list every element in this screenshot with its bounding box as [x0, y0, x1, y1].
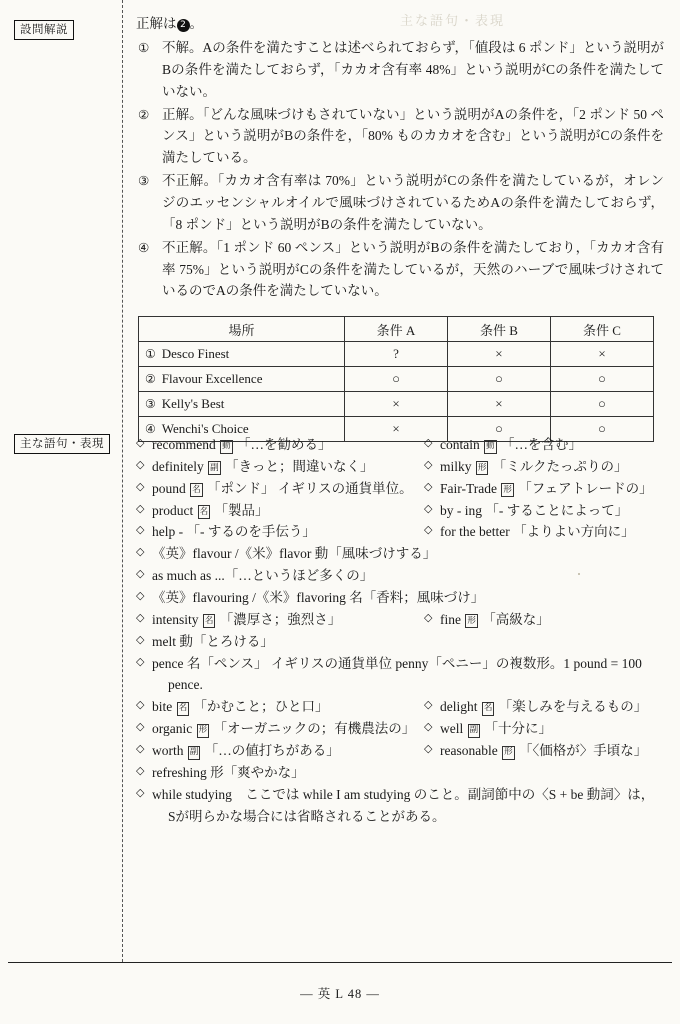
vocab-pos: 形: [502, 746, 515, 760]
list-item-text: 不解。Aの条件を満たすことは述べられておらず，「値段は 6 ポンド」という説明がBの条件を満たしておらず，「カカオ含有率 48%」という説明がCの条件を満たしていない。: [162, 39, 664, 99]
vocab-row: [136, 762, 668, 784]
table-cell-condition-a: ×: [345, 392, 448, 417]
vocab-row: [136, 500, 668, 522]
place-name: Wenchi's Choice: [161, 421, 249, 437]
vocab-row: [136, 521, 668, 543]
list-item: [136, 37, 664, 103]
vocab-entry: [424, 718, 552, 740]
vocab-row: [136, 784, 668, 828]
vocab-pos: 動: [220, 440, 233, 454]
vocab-word: Fair-Trade: [440, 480, 497, 496]
diamond-icon: ◇: [136, 436, 145, 449]
list-item: [136, 170, 664, 236]
vocab-entry: melt 動「とろける」: [152, 633, 274, 649]
diamond-icon: ◇: [136, 632, 145, 646]
vocab-word: help -: [152, 524, 184, 540]
table-cell-condition-b: ×: [447, 392, 550, 417]
vocab-entry: [424, 500, 628, 522]
vocab-word: fine: [440, 611, 461, 627]
row-number: ④: [145, 422, 156, 437]
bottom-divider: [8, 962, 672, 963]
place-name: Flavour Excellence: [161, 371, 263, 387]
table-header-place: 場所: [139, 317, 345, 342]
list-item-number: ②: [138, 106, 150, 122]
explanation-list: [136, 37, 664, 302]
vocab-row: [136, 718, 668, 740]
vocab-pos: 形: [465, 614, 478, 628]
vocab-gloss: 「…を勧める」: [237, 437, 332, 452]
vocab-gloss: 「濃厚さ；強烈さ」: [219, 611, 342, 627]
table-header-row: [139, 317, 654, 342]
vocab-entry: [424, 456, 628, 478]
vocab-entry: [152, 609, 424, 631]
vocab-entry: while studying ここでは while I am studying のこと。副詞節中の〈S + be 動詞〉は，: [152, 786, 655, 802]
diamond-icon: ◇: [424, 610, 433, 624]
vocab-entry-continuation: Sが明らかな場合には省略されることがある。: [168, 808, 446, 824]
vocab-gloss: 「かむこと；ひと口」: [193, 699, 329, 715]
diamond-icon: ◇: [136, 457, 145, 471]
vocab-entry: [152, 521, 424, 543]
vocab-entry: [424, 609, 550, 631]
list-item-text: 不正解。「1 ポンド 60 ペンス」という説明がBの条件を満たしており，「カカオ含有率 75%」という説明がCの条件を満たしているが，天然のハーブで風味づけされているのでAの条件を満たしていない。: [162, 239, 664, 299]
vocab-pos: 形: [501, 483, 514, 497]
vocab-gloss: 「…の値打ちがある」: [204, 743, 340, 759]
diamond-icon: ◇: [136, 785, 145, 799]
table-cell-condition-b: ×: [447, 342, 550, 367]
table-row: [139, 342, 654, 367]
vocab-entry: [152, 434, 424, 456]
vocab-word: reasonable: [440, 743, 498, 759]
row-number: ③: [145, 397, 156, 412]
vocab-entry: [152, 696, 424, 718]
diamond-icon: ◇: [136, 479, 145, 493]
table-cell-place: [139, 342, 345, 367]
vocab-gloss: 「- することによって」: [485, 502, 629, 518]
vocabulary-section: [136, 434, 668, 827]
table-cell-condition-b: ○: [447, 367, 550, 392]
vocab-row: [136, 631, 668, 653]
table-row: [139, 392, 654, 417]
vocab-pos: 名: [190, 483, 203, 497]
explanation-section: [136, 14, 664, 442]
table-cell-place: [139, 367, 345, 392]
vocab-gloss: 「楽しみを与えるもの」: [498, 699, 648, 715]
answer-lead: [136, 14, 664, 35]
vocab-entry: [152, 718, 424, 740]
vocab-gloss: 「- するのを手伝う」: [186, 524, 316, 540]
vocab-pos: 副: [188, 746, 201, 760]
diamond-icon: ◇: [136, 610, 145, 624]
vocab-word: by - ing: [440, 502, 482, 518]
vocab-word: definitely: [152, 458, 204, 474]
vocab-gloss: 「オーガニックの；有機農法の」: [213, 721, 416, 737]
answer-lead-prefix: 正解は: [136, 16, 177, 31]
table-cell-condition-a: ○: [345, 367, 448, 392]
diamond-icon: ◇: [424, 742, 433, 756]
diamond-icon: ◇: [424, 436, 433, 449]
vocab-word: well: [440, 721, 464, 737]
place-name: Kelly's Best: [161, 396, 225, 412]
vocab-row: [136, 740, 668, 762]
vocab-gloss: 「ポンド」 イギリスの通貨単位。: [207, 480, 413, 496]
diamond-icon: ◇: [136, 698, 145, 712]
vocab-entry: refreshing 形「爽やかな」: [152, 764, 305, 780]
diamond-icon: ◇: [136, 545, 145, 559]
diamond-icon: ◇: [136, 589, 145, 603]
vocab-row: [136, 609, 668, 631]
list-item: [136, 104, 664, 170]
vocab-pos: 動: [484, 440, 497, 454]
vocab-word: intensity: [152, 611, 199, 627]
diamond-icon: ◇: [424, 698, 433, 712]
vocab-entry: as much as ...「…というほど多くの」: [152, 568, 374, 584]
vocab-entry: [424, 740, 647, 762]
vocab-entry-continuation: pence.: [168, 677, 203, 693]
answer-number-badge: 2: [177, 19, 190, 32]
table-header-condition-b: 条件 B: [447, 317, 550, 342]
vocab-row: [136, 653, 668, 697]
table-cell-place: [139, 392, 345, 417]
vocab-pos: 副: [208, 461, 221, 475]
vocab-pos: 名: [482, 702, 495, 716]
vocab-row: [136, 456, 668, 478]
table-row: [139, 367, 654, 392]
vocab-gloss: 「高級な」: [482, 611, 550, 627]
table-header-condition-c: 条件 C: [550, 317, 653, 342]
list-item-text: 正解。「どんな風味づけもされていない」という説明がAの条件を，「2 ポンド 50 ペンス」という説明がBの条件を，「80% ものカカオを含む」という説明がCの条件を満たしている。: [162, 106, 664, 166]
list-item-text: 不正解。「カカオ含有率は 70%」という説明がCの条件を満たしているが，オレンジのエッセンシャルオイルで風味づけされているためAの条件を満たしておらず，「8 ポンド」という説明がBの条件を満たしていない。: [162, 173, 664, 232]
vocab-entry: 《英》flavour /《米》flavor 動「風味づけする」: [152, 546, 437, 562]
section-tag-vocabulary: 主な語句・表現: [14, 434, 110, 454]
watermark-text: 主な語句・表現: [400, 13, 506, 28]
diamond-icon: ◇: [136, 654, 145, 668]
vocab-row: [136, 587, 668, 609]
section-tag-explanation: 設問解説: [14, 20, 74, 40]
row-number: ②: [145, 372, 156, 387]
diamond-icon: ◇: [424, 479, 433, 493]
vocab-gloss: 「…を含む」: [501, 437, 583, 452]
vocab-row: [136, 696, 668, 718]
diamond-icon: ◇: [136, 567, 145, 581]
vocab-word: delight: [440, 699, 478, 715]
diamond-icon: ◇: [136, 720, 145, 734]
answer-lead-suffix: 。: [189, 16, 203, 31]
vocab-gloss: 「きっと；間違いなく」: [225, 458, 374, 474]
diamond-icon: ◇: [424, 523, 433, 537]
diamond-icon: ◇: [424, 501, 433, 515]
list-item: [136, 237, 664, 303]
vocab-entry: [424, 478, 653, 500]
vocab-word: worth: [152, 743, 184, 759]
diamond-icon: ◇: [136, 763, 145, 777]
vocab-gloss: 「製品」: [214, 502, 269, 518]
vocab-row: [136, 565, 668, 587]
vocab-entry: [152, 500, 424, 522]
row-number: ①: [145, 347, 156, 362]
vocab-pos: 副: [468, 724, 481, 738]
vocab-row: [136, 543, 668, 565]
vocab-pos: 形: [197, 724, 210, 738]
list-item-number: ①: [138, 39, 150, 55]
table-cell-condition-c: ○: [550, 417, 653, 442]
page-footer: — 英 L 48 —: [300, 987, 380, 1001]
table-header-condition-a: 条件 A: [345, 317, 448, 342]
vocab-entry: [424, 521, 635, 543]
vocab-word: milky: [440, 458, 472, 474]
table-cell-condition-c: ○: [550, 392, 653, 417]
table-cell-condition-c: ○: [550, 367, 653, 392]
vocab-word: recommend: [152, 437, 216, 452]
diamond-icon: ◇: [136, 523, 145, 537]
vocab-gloss: 「フェアトレードの」: [518, 480, 653, 496]
vocab-entry: pence 名「ペンス」 イギリスの通貨単位 penny「ペニー」の複数形。1 pound = 100: [152, 655, 642, 671]
vocab-gloss: 「〈価格が〉手頃な」: [518, 743, 648, 759]
vocab-pos: 名: [198, 505, 211, 519]
diamond-icon: ◇: [424, 457, 433, 471]
vocab-word: bite: [152, 699, 173, 715]
diamond-icon: ◇: [136, 742, 145, 756]
vocab-word: contain: [440, 437, 480, 452]
gutter-divider: [122, 0, 123, 962]
vocab-gloss: 「十分に」: [484, 721, 553, 737]
vocab-entry: [424, 696, 647, 718]
vocab-word: organic: [152, 721, 193, 737]
vocab-pos: 名: [177, 702, 190, 716]
vocab-word: product: [152, 502, 194, 518]
place-name: Desco Finest: [161, 346, 230, 362]
vocab-entry: 《英》flavouring /《米》flavoring 名「香料；風味づけ」: [152, 590, 485, 606]
vocab-row: [136, 478, 668, 500]
diamond-icon: ◇: [136, 501, 145, 515]
table-cell-condition-a: ?: [345, 342, 448, 367]
vocab-entry: [152, 740, 424, 762]
list-item-number: ④: [138, 239, 150, 255]
list-item-number: ③: [138, 173, 150, 189]
table-cell-condition-b: ○: [447, 417, 550, 442]
vocab-entry: [424, 434, 582, 456]
vocab-word: for the better: [440, 524, 510, 540]
vocab-gloss: 「ミルクたっぷりの」: [492, 458, 628, 474]
table-cell-condition-a: ×: [345, 417, 448, 442]
conditions-table: [138, 316, 654, 442]
table-cell-condition-c: ×: [550, 342, 653, 367]
vocab-pos: 名: [203, 614, 216, 628]
vocab-word: pound: [152, 480, 186, 496]
vocab-entry: [152, 456, 424, 478]
vocab-row: [136, 434, 668, 456]
vocab-entry: [152, 478, 424, 500]
diamond-icon: ◇: [424, 720, 433, 734]
vocab-pos: 形: [476, 461, 489, 475]
vocab-gloss: 「よりよい方向に」: [513, 524, 635, 540]
